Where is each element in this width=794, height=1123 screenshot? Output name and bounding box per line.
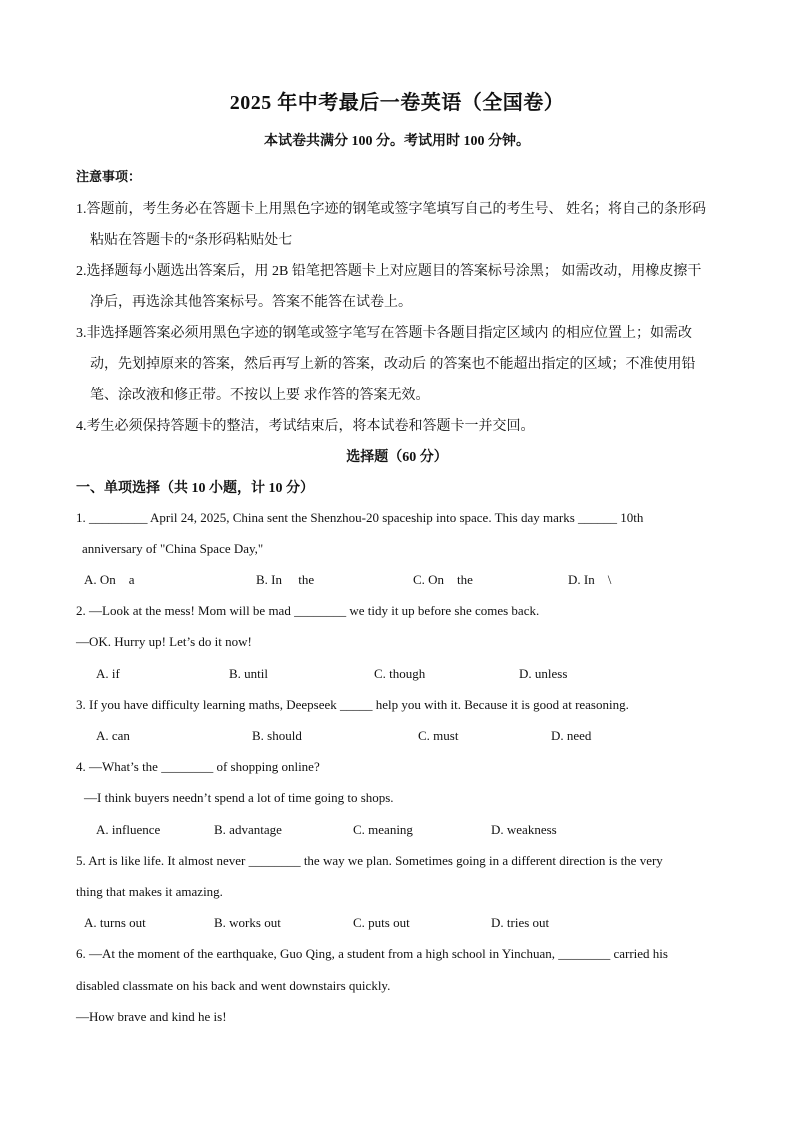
question-line: —How brave and kind he is! (76, 1009, 227, 1024)
question-line: —OK. Hurry up! Let’s do it now! (76, 634, 252, 649)
notice-line: 笔、涂改液和修正带。不按以上要 求作答的答案无效。 (90, 388, 430, 403)
notice-line: 4.考生必须保持答题卡的整洁，考试结束后，将本试卷和答题卡一并交回。 (76, 419, 535, 434)
notice-line: 3.非选择题答案必须用黑色字迹的钢笔或签字笔写在答题卡各题目指定区域内 的相应位置上；如需改 (76, 326, 692, 341)
section-title: 选择题（60 分） (346, 450, 448, 465)
notice-heading: 注意事项： (76, 169, 142, 184)
option-b: B. until (229, 666, 269, 681)
question-line: disabled classmate on his back and went downstairs quickly. (76, 978, 391, 993)
option-b: B. advantage (214, 822, 282, 837)
question-line: 3. If you have difficulty learning maths, Deepseek _____ help you with it. Because it is good at reasoning. (76, 697, 629, 712)
question-line: anniversary of "China Space Day," (82, 541, 264, 556)
option-d: D. In \ (568, 572, 612, 587)
question-line: 1. _________ April 24, 2025, China sent the Shenzhou-20 spaceship into space. This day marks ______ 10th (76, 510, 644, 525)
option-d: D. weakness (491, 822, 557, 837)
notice-line: 1.答题前，考生务必在答题卡上用黑色字迹的钢笔或签字笔填写自己的考生号、 姓名；将自己的条形码 (76, 202, 706, 217)
option-a: A. On a (84, 572, 135, 587)
question-line: thing that makes it amazing. (76, 884, 223, 899)
notice-line: 2.选择题每小题选出答案后，用 2B 铅笔把答题卡上对应题目的答案标号涂黑； 如需改动，用橡皮擦干 (76, 264, 702, 279)
notice-line: 净后，再选涂其他答案标号。答案不能答在试卷上。 (90, 295, 412, 310)
option-a: A. can (96, 728, 130, 743)
question-line: 6. —At the moment of the earthquake, Guo Qing, a student from a high school in Yinchuan, ________ carried his (76, 946, 668, 961)
option-c: C. though (374, 666, 426, 681)
option-d: D. need (551, 728, 592, 743)
notice-line: 粘贴在答题卡的“条形码粘贴处七 (90, 233, 293, 248)
page-subtitle: 本试卷共满分 100 分。考试用时 100 分钟。 (264, 134, 530, 149)
option-a: A. turns out (84, 915, 146, 930)
question-line: —I think buyers needn’t spend a lot of time going to shops. (84, 790, 394, 805)
part-title: 一、单项选择（共 10 小题，计 10 分） (76, 481, 314, 496)
question-line: 5. Art is like life. It almost never ________ the way we plan. Sometimes going in a different direction is the very (76, 853, 663, 868)
option-c: C. puts out (353, 915, 410, 930)
option-d: D. tries out (491, 915, 550, 930)
question-line: 4. —What’s the ________ of shopping online? (76, 759, 320, 774)
notice-line: 动，先划掉原来的答案，然后再写上新的答案，改动后 的答案也不能超出指定的区域；不准使用铅 (90, 357, 696, 372)
option-d: D. unless (519, 666, 568, 681)
page-title: 2025 年中考最后一卷英语（全国卷） (229, 92, 565, 114)
option-a: A. influence (96, 822, 161, 837)
option-b: B. works out (214, 915, 281, 930)
option-b: B. should (252, 728, 302, 743)
option-a: A. if (96, 666, 120, 681)
option-c: C. must (418, 728, 459, 743)
option-c: C. On the (413, 572, 473, 587)
option-c: C. meaning (353, 822, 413, 837)
option-b: B. In the (256, 572, 315, 587)
question-line: 2. —Look at the mess! Mom will be mad ________ we tidy it up before she comes back. (76, 603, 540, 618)
